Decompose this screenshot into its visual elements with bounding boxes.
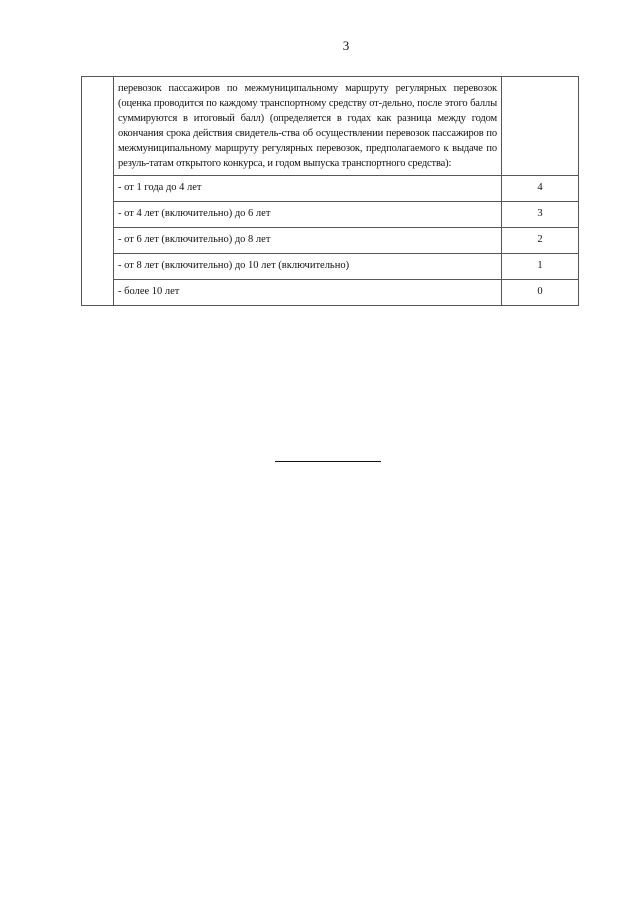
- option-label: - более 10 лет: [114, 280, 502, 306]
- criteria-table: [81, 76, 579, 306]
- option-label: - от 1 года до 4 лет: [114, 176, 502, 202]
- page-number: 3: [342, 38, 350, 53]
- end-of-document-rule: [275, 461, 381, 462]
- option-score: 0: [502, 280, 579, 306]
- table-row-intro: [82, 77, 579, 176]
- criterion-score-cell: [502, 77, 579, 176]
- option-label: - от 6 лет (включительно) до 8 лет: [114, 228, 502, 254]
- option-score: 3: [502, 202, 579, 228]
- option-score: 1: [502, 254, 579, 280]
- table-row: [82, 202, 579, 228]
- table-row: [82, 228, 579, 254]
- table-row: [82, 176, 579, 202]
- option-score: 4: [502, 176, 579, 202]
- option-label: - от 4 лет (включительно) до 6 лет: [114, 202, 502, 228]
- option-score: 2: [502, 228, 579, 254]
- option-label: - от 8 лет (включительно) до 10 лет (включительно): [114, 254, 502, 280]
- table-row: [82, 254, 579, 280]
- table-row: [82, 280, 579, 306]
- row-number-cell: [82, 77, 114, 306]
- criterion-description: перевозок пассажиров по межмуниципальному маршруту регулярных перевозок (оценка проводится по каждому транспортному средству от-дельно, после этого баллы суммируются в итоговый балл) (определяется в годах как разница между годом окончания срока действия свидетель-ства об осуществлении перевозок пассажиров по межмуниципальному маршруту регулярных перевозок, предполагаемого к выдаче по резуль-татам открытого конкурса, и годом выпуска транспортного средства):: [114, 77, 502, 176]
